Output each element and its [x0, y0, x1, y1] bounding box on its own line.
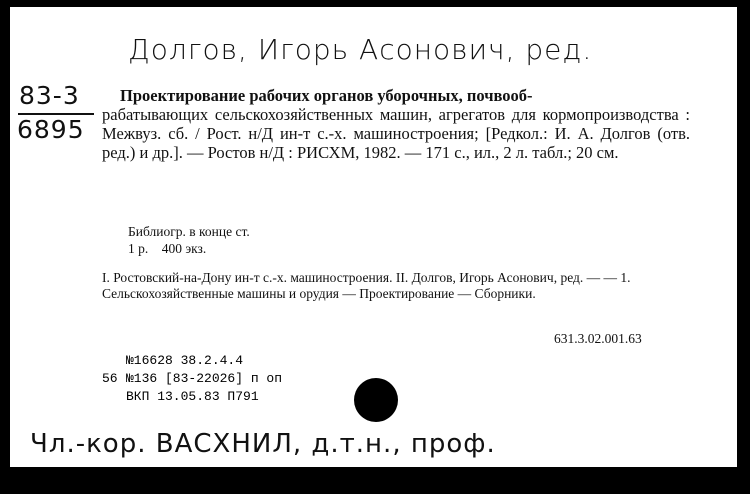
udc-index: 631.3.02.001.63 [554, 331, 642, 346]
catalog-card [10, 7, 737, 467]
shelf-mark-bottom: 6895 [17, 115, 85, 144]
entry-title: Проектирование рабочих органов уборочных, почвооб- [120, 86, 533, 105]
shelf-mark-top: 83-3 [19, 81, 80, 110]
bibliography-note: Библиогр. в конце ст. [128, 224, 250, 239]
price-and-print-run: 1 р. 400 экз. [128, 241, 207, 256]
registration-number: №16628 38.2.4.4 [126, 353, 244, 368]
punch-hole [354, 378, 398, 422]
handwritten-footer: Чл.-кор. ВАСХНИЛ, д.т.н., проф. [30, 429, 496, 459]
added-entries: I. Ростовский-на-Дону ин-т с.-х. машиностроения. II. Долгов, Игорь Асонович, ред. — — 1. Сельскохозяйственные машины и орудия — Проектирование — Сборники. [102, 270, 631, 301]
handwritten-author: Долгов, Игорь Асонович, ред. [128, 33, 593, 66]
order-prefix: 56 [102, 371, 118, 386]
order-number: №136 [83-22026] п оп [126, 371, 283, 386]
vkp-line: ВКП 13.05.83 П791 [126, 389, 259, 404]
entry-description: рабатывающих сельскохозяйственных машин, агрегатов для кормопроизводства : Межвуз. сб. / Рост. н/Д ин-т с.-х. машиностроения; [Редкол.: И. А. Долгов (отв. ред.) и др.]. — Ростов н/Д : РИСХМ, 1982. — 171 с., ил., 2 л. табл.; 20 см. [102, 105, 690, 162]
